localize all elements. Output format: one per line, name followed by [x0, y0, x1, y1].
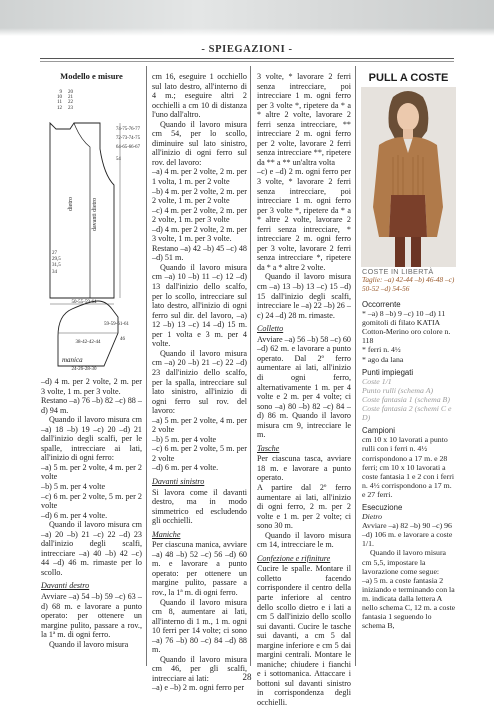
paragraph: Per ciascuna tasca, avviare 18 m. e lavorare a punto operato.	[257, 454, 351, 483]
height-numbers: 74-75-76-77 72-73-74-75 64-65-66-67 54	[116, 127, 140, 162]
subheading-maniche: Maniche	[152, 529, 181, 539]
paragraph: –d) 4 m. per 2 volte, 2 m. per 3 volte, 1 m. per 3 volte.	[152, 224, 247, 244]
paragraph: Quando il lavoro misura cm 8, aumentare ai lati, all'interno di 1 m., 1 m. ogni 10 ferri per 14 volte; ci sono –a) 76 –b) 80 –c) 84 –d) 88 m.	[152, 597, 247, 655]
paragraph: cm 16, eseguire 1 occhiello sul lato destro, all'interno di 4 m.; eseguire altri 2 occhielli a cm 10 di distanza l'uno dall'altro.	[152, 72, 247, 120]
column-divider-3	[355, 66, 356, 666]
subheading-dietro: Dietro	[362, 512, 383, 522]
header-rule-thin	[40, 61, 454, 62]
photo-caption	[362, 268, 456, 293]
paragraph: –a) e –b) 2 m. ogni ferro per	[152, 683, 245, 693]
body-width-label: 50-55-59-64	[71, 300, 97, 305]
diagram-title: Modello e misure	[60, 71, 123, 81]
paragraph: –b) 5 m. per 4 volte	[152, 434, 217, 444]
paragraph: –b) 4 m. per 2 volte, 2 m. per 2 volte, 1 m. per 2 volte	[152, 186, 247, 206]
sleeve-length-label: 46	[120, 337, 125, 342]
paragraph: –a) 4 m. per 2 volte, 2 m. per 1 volta, 1 m. per 2 volte	[152, 167, 247, 187]
section-header: - SPIEGAZIONI -	[201, 44, 293, 55]
paragraph: –d) 6 m. per 4 volte.	[152, 463, 219, 473]
paragraph: Per ciascuna manica, avviare –a) 48 –b) 52 –c) 56 –d) 60 m. e lavorare a punto operato: per ottenere un margine pulito, passare a rov., la 1ª m. di ogni ferro.	[152, 540, 247, 597]
paragraph: Cucire le spalle. Montare il colletto facendo corrispondere il centro della parte inferiore al centro dello scollo dietro e i lati a cm 5 dall'inizio dello scollo sui davanti. Cucire le tasche sui davanti, a cm 5 dal margine inferiore e cm 5 dai margini centrali. Montare le maniche; chiudere i fianchi e i sottomanica. Attaccare i bottoni sul davanti sinistro in corrispondenza degli occhielli.	[257, 564, 351, 707]
top-right-numbers: 20 21 22 23	[68, 90, 73, 111]
paragraph: Avviare –a) 54 –b) 59 –c) 63 –d) 68 m. e lavorare a punto operato: per ottenere un margine pulito, passare a rov., la 1ª m. di ogni ferro.	[41, 592, 142, 640]
caption-sizes: Taglie: –a) 42-44 –b) 46-48 –c) 50-52 –d) 54-56	[362, 275, 455, 293]
label-davanti: davanti dietro	[92, 197, 98, 231]
header-rule	[40, 58, 454, 59]
paragraph: Quando il lavoro misura cm –a) 20 –b) 21 –c) 22 –d) 23 dall'inizio dello scalfo, per la spalla, intrecciare sul lato sinistro, all'inizio di ogni ferro sul rov. del lavoro:	[152, 348, 247, 416]
model-photo	[361, 87, 456, 267]
paragraph: Restano –a) 42 –b) 45 –c) 48 –d) 51 m.	[152, 243, 247, 263]
pattern-title: PULL A COSTE	[368, 72, 449, 84]
schematic-diagrams	[40, 71, 143, 375]
paragraph: –c) 6 m. per 2 volte, 5 m. per 2 volte	[152, 444, 247, 463]
paragraph: –a) 5 m. per 2 volte, 4 m. per 2 volte	[41, 462, 142, 482]
sleeve-cap-label: 59-59-61-61	[104, 322, 129, 327]
paragraph: Quando il lavoro misura cm –a) 13 –b) 13 –c) 15 –d) 15 dall'inizio degli scalfi, intrecciare le –a) 22 –b) 26 –c) 24 –d) 28 m. rimaste.	[257, 272, 351, 320]
caption-title: COSTE IN LIBERTÀ	[362, 267, 434, 276]
label-dietro: dietro	[68, 197, 74, 211]
paragraph: Quando il lavoro misura	[49, 639, 129, 649]
paragraph: –b) 5 m. per 4 volte	[41, 482, 106, 492]
page-number: 28	[242, 672, 252, 682]
subheading-tasche: Tasche	[257, 443, 280, 453]
paragraph: cm 10 x 10 lavorati a punto rulli con i ferri n. 4½ corrispondono a 17 m. e 28 ferri; cm 10 x 10 lavorati a coste fantasia 1 e 2 con i ferri n. 4½ corrispondono a 17 m. e 27 ferri.	[362, 435, 455, 499]
paragraph: Quando il lavoro misura cm –a) 10 –b) 11 –c) 12 –d) 13 dall'inizio dello scalfo, per lo scollo, intrecciare sul lato destro, all'inizio di ogni ferro sul dir. del lavoro, –a) 12 –b) 13 –c) 14 –d) 15 m. per 1 volta e 3 m. per 4 volte.	[152, 262, 247, 349]
column-3	[257, 72, 351, 708]
materials-column	[362, 296, 456, 630]
paragraph: Quando il lavoro misura cm 5,5, impostare la lavorazione come segue:	[362, 548, 447, 576]
sleeve-width-label: 38-42-42-44	[75, 340, 101, 345]
paragraph: –a) 5 m. a coste fantasia 2 iniziando e terminando con la m. indicata dalla lettera A nello schema C, 12 m. a coste fantasia 1 seguendo lo schema B,	[362, 575, 456, 631]
paragraph: Quando il lavoro misura cm 46, per gli scalfi, intrecciare ai lati:	[152, 654, 247, 683]
paragraph: –c) e –d) 2 m. ogni ferro per 3 volte, * lavorare 2 ferri senza intrecciare, poi intrecciare 1 m. ogni ferro per 3 volte *, ripetere da * a * altre 2 volte, lavorare 2 ferri senza intrecciare, * intrecciare 2 m. ogni ferro per 3 volte, lavorare 2 ferri senza intrecciare *, ripetere da * a * altre 2 volte.	[257, 167, 351, 272]
paragraph: Si lavora come il davanti destro, ma in modo simmetrico ed escludendo gli occhielli.	[152, 487, 247, 526]
column-1	[41, 377, 142, 649]
material-item: * ago da lana	[362, 354, 404, 364]
stitch-item: Coste fantasia 2 (schemi C e D)	[362, 404, 452, 423]
stitch-item: Punto rulli (schema A)	[362, 385, 434, 395]
sleeve-bottom-label: 24-26-28-30	[71, 367, 97, 372]
paragraph: Avviare –a) 82 –b) 90 –c) 96 –d) 106 m. e lavorare a coste 1/1.	[362, 521, 453, 549]
paragraph: –d) 6 m. per 4 volte.	[41, 510, 108, 520]
heading-punti: Punti impiegati	[362, 367, 414, 377]
paragraph: Quando il lavoro misura cm 54, per lo scollo, diminuire sul lato sinistro, all'inizio di ogni ferro sul rov. del lavoro:	[152, 119, 247, 167]
stitch-item: Coste fantasia 1 (schema B)	[362, 394, 450, 404]
stitch-item: Coste 1/1	[362, 376, 392, 386]
subheading-davanti-sinistro: Davanti sinistro	[152, 476, 205, 486]
material-item: * ferri n. 4½	[362, 345, 401, 355]
front-neck-line	[74, 123, 90, 298]
paragraph: –c) 4 m. per 2 volte, 2 m. per 2 volte, 1 m. per 3 volte	[152, 205, 247, 225]
paragraph: –a) 5 m. per 2 volte, 4 m. per 2 volte	[152, 415, 247, 435]
top-left-numbers: 9 10 11 12	[57, 90, 62, 111]
paragraph: –c) 6 m. per 2 volte, 5 m. per 2 volte	[41, 491, 142, 511]
subheading-davanti-destro: Davanti destro	[41, 581, 90, 591]
heading-esecuzione: Esecuzione	[362, 502, 403, 512]
paragraph: –d) 4 m. per 2 volte, 2 m. per 3 volte, 1 m. per 3 volte.	[41, 377, 142, 396]
paragraph: Quando il lavoro misura cm 14, intrecciare le m.	[257, 530, 351, 550]
paragraph: Quando il lavoro misura cm –a) 20 –b) 21 –c) 22 –d) 23 dall'inizio degli scalfi, intrecciare –a) 40 –b) 42 –c) 44 –d) 46 m. rimaste per lo scollo.	[41, 520, 142, 577]
heading-campioni: Campioni	[362, 426, 395, 436]
paragraph: 3 volte, * lavorare 2 ferri senza intrecciare, poi intrecciare 1 m. ogni ferro per 3 volte *, ripetere da * a * altre 2 volte, lavorare 2 ferri senza intrecciare, ** intrecciare 2 m. ogni ferro per 2 volte, lavorare 2 ferri senza intrecciare **, ripetere da ** a ** un'altra volta	[257, 72, 351, 167]
sleeve-label: manica	[62, 356, 83, 364]
heading-occorrente: Occorrente	[362, 300, 401, 309]
paragraph: A partire dal 2º ferro aumentare ai lati, all'inizio di ogni ferro, 2 m. per 2 volte e 1 m. per 2 volte; ci sono 30 m.	[257, 482, 351, 531]
side-numbers: 27 29,5 31,5 34	[52, 251, 61, 275]
column-divider-1	[146, 66, 147, 666]
column-divider-2	[250, 66, 251, 666]
material-item: * –a) 8 –b) 9 –c) 10 –d) 11 gomitoli di filato KATIA Cotton-Merino oro colore n. 118	[362, 309, 451, 346]
subheading-confezione: Confezione e rifiniture	[257, 553, 331, 563]
paragraph: Avviare –a) 56 –b) 58 –c) 60 –d) 62 m. e lavorare a punto operato. Dal 2º ferro aumentare ai lati, all'inizio di ogni ferro, alternativamente 1 m. per 4 volte e 2 m. per 4 volte; ci sono –a) 80 –b) 82 –c) 84 –d) 86 m. Quando il lavoro misura cm 9, intrecciare le m.	[257, 334, 351, 440]
model-illustration	[361, 87, 456, 267]
subheading-colletto: Colletto	[257, 324, 284, 334]
paragraph: Quando il lavoro misura cm –a) 18 –b) 19 –c) 20 –d) 21 dall'inizio degli scalfi, per le spalle, intrecciare ai lati, all'inizio di ogni ferro:	[41, 415, 142, 463]
top-photo-band	[0, 0, 494, 36]
paragraph: Restano –a) 76 –b) 82 –c) 88 –d) 94 m.	[41, 396, 142, 415]
column-2	[152, 72, 247, 693]
